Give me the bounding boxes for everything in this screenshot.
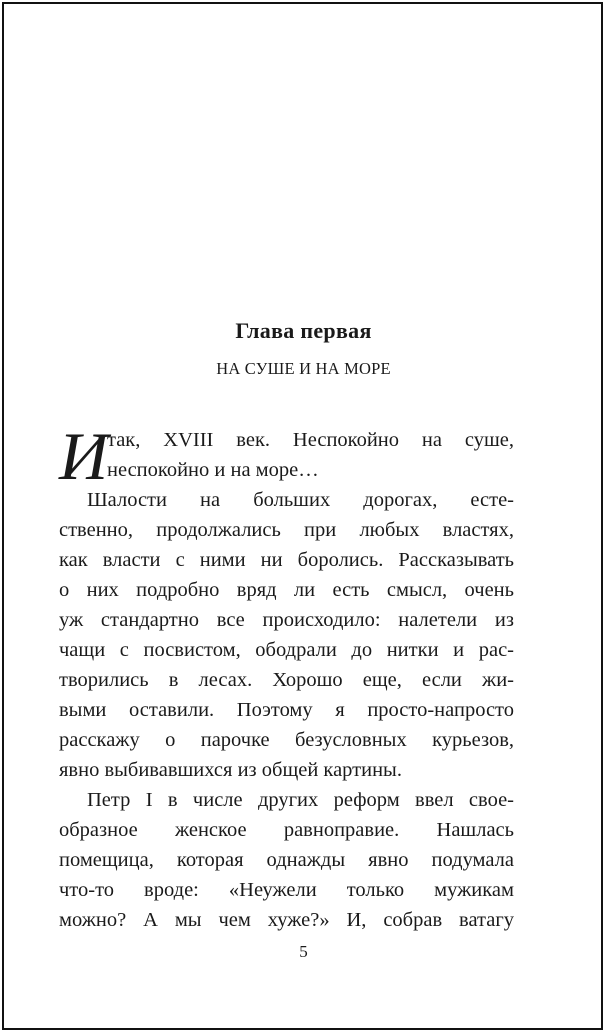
body-text bbox=[59, 418, 514, 935]
text-line: как власти с ними ни боролись. Рассказывать bbox=[59, 549, 514, 571]
text-line: неспокойно и на море… bbox=[107, 459, 319, 481]
text-line: что-то вроде: «Неужели только мужикам bbox=[59, 879, 514, 901]
text-line: творились в лесах. Хорошо еще, если жи- bbox=[59, 669, 514, 691]
chapter-subtitle: НА СУШЕ И НА МОРЕ bbox=[216, 359, 391, 378]
text-line: чащи с посвистом, ободрали до нитки и рас- bbox=[59, 639, 514, 661]
text-line: так, XVIII век. Неспокойно на суше, bbox=[107, 429, 514, 451]
chapter-title: Глава первая bbox=[235, 318, 372, 343]
text-line: Петр I в числе других реформ ввел свое- bbox=[87, 789, 514, 811]
text-line: о них подробно вряд ли есть смысл, очень bbox=[59, 579, 514, 601]
drop-cap: И bbox=[59, 418, 109, 494]
text-line: образное женское равноправие. Нашлась bbox=[59, 819, 514, 841]
text-line: явно выбивавшихся из общей картины. bbox=[59, 759, 402, 781]
text-line: расскажу о парочке безусловных курьезов, bbox=[59, 729, 514, 751]
text-line: выми оставили. Поэтому я просто-напросто bbox=[59, 699, 514, 721]
page-number: 5 bbox=[299, 942, 308, 961]
text-line: помещица, которая однажды явно подумала bbox=[59, 849, 514, 871]
text-line: уж стандартно все происходило: налетели из bbox=[59, 609, 514, 631]
text-line: Шалости на больших дорогах, есте- bbox=[87, 489, 514, 511]
text-line: ственно, продолжались при любых властях, bbox=[59, 519, 514, 541]
text-line: можно? А мы чем хуже?» И, собрав ватагу bbox=[59, 909, 514, 931]
